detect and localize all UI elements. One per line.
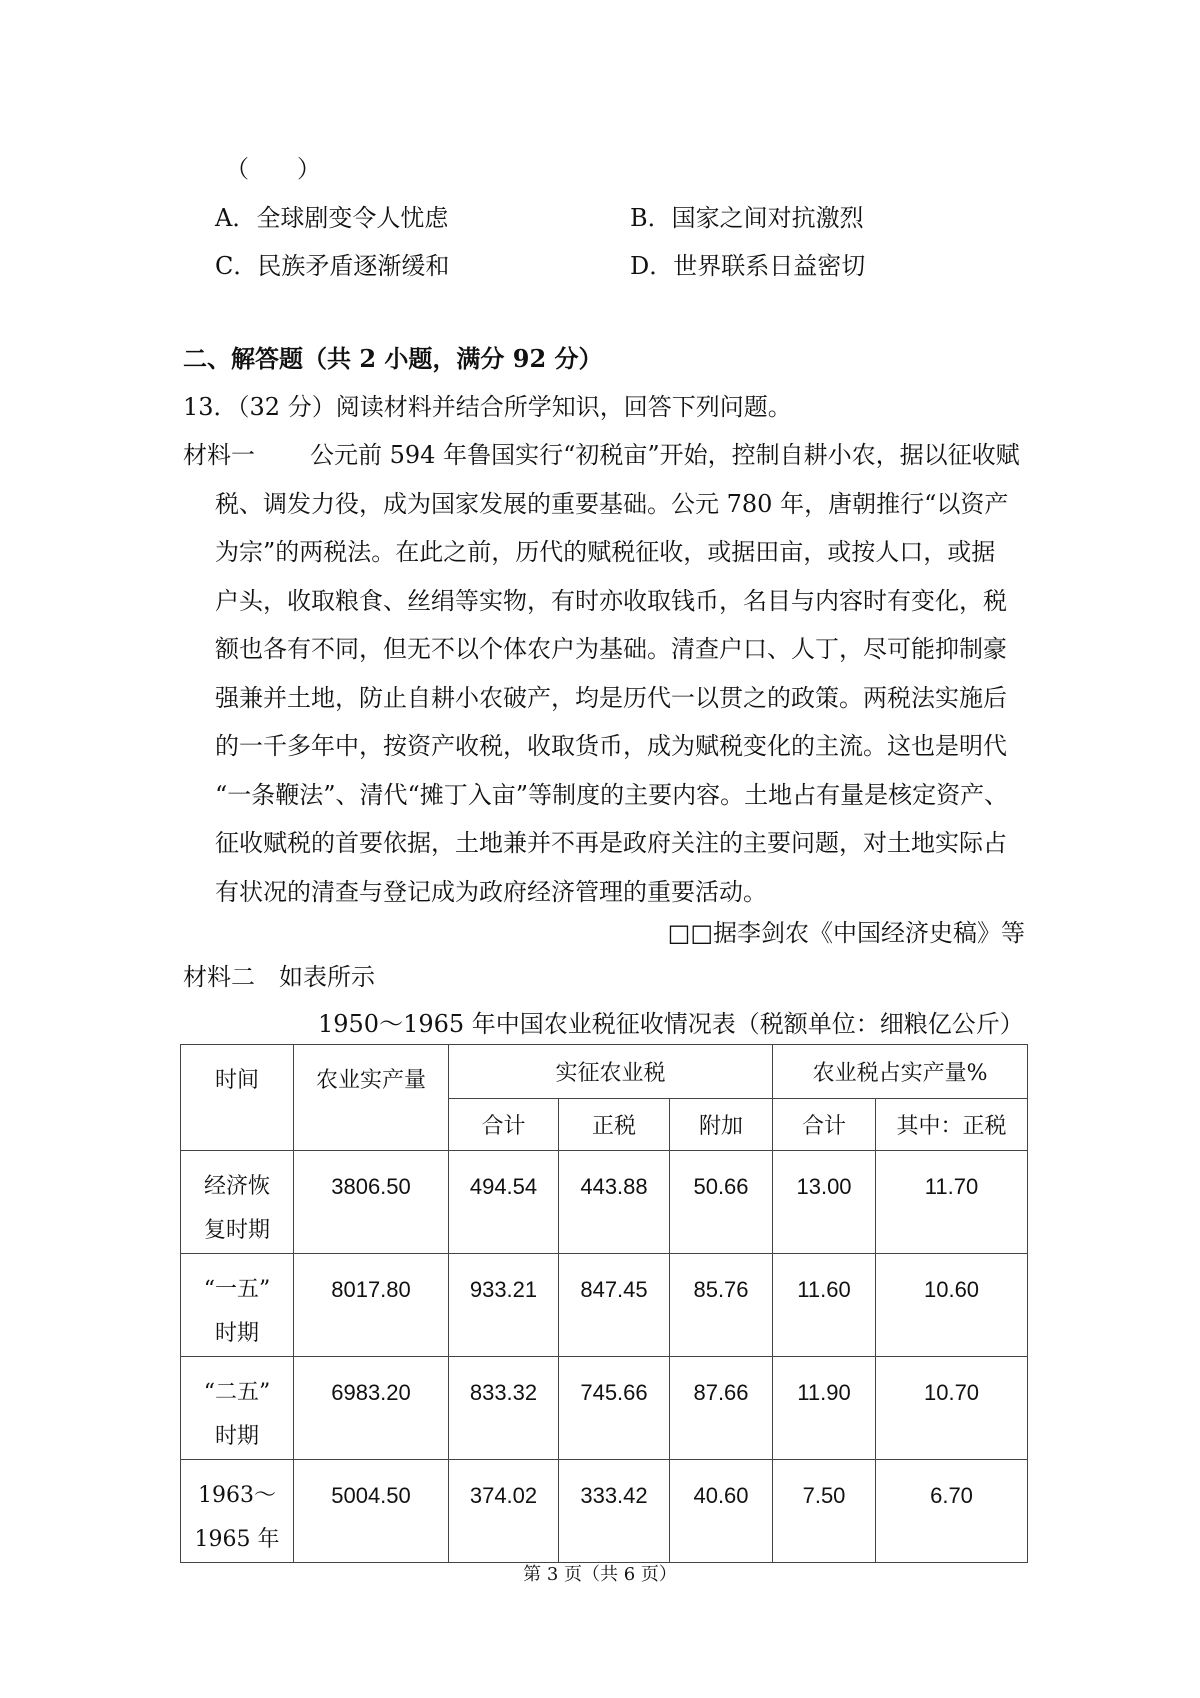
table-row — [181, 1357, 1028, 1460]
total-cell: 933.21 — [449, 1254, 559, 1357]
section-heading: 二、解答题（共 2 小题，满分 92 分） — [183, 344, 603, 373]
period-line: 1965 年 — [194, 1527, 280, 1552]
ratio-total-cell: 7.50 — [773, 1460, 876, 1563]
option-a: A．全球剧变令人忧虑 — [215, 204, 449, 232]
ratio-main-cell: 10.60 — [876, 1254, 1028, 1357]
ratio-main-cell: 10.70 — [876, 1357, 1028, 1460]
header-sub-ratio-main: 其中：正税 — [876, 1099, 1028, 1151]
material-one-line: 有状况的清查与登记成为政府经济管理的重要活动。 — [215, 877, 767, 906]
question-13: 13．（32 分）阅读材料并结合所学知识，回答下列问题。 — [183, 393, 792, 421]
output-cell: 6983.20 — [294, 1357, 449, 1460]
period-line: “二五” — [203, 1380, 271, 1405]
extra-cell: 87.66 — [670, 1357, 773, 1460]
period-line: “一五” — [203, 1277, 271, 1302]
table-title: 1950～1965 年中国农业税征收情况表（税额单位：细粮亿公斤） — [318, 1010, 1024, 1038]
ratio-total-cell: 11.60 — [773, 1254, 876, 1357]
material-one-line: 户头，收取粮食、丝绢等实物，有时亦收取钱币，名目与内容时有变化，税 — [215, 586, 1007, 615]
material-one-line: 强兼并土地，防止自耕小农破产，均是历代一以贯之的政策。两税法实施后 — [215, 683, 1007, 712]
material-one-line: 为宗”的两税法。在此之前，历代的赋税征收，或据田亩，或按人口，或据 — [215, 538, 996, 566]
main-cell: 745.66 — [559, 1357, 670, 1460]
period-cell — [181, 1460, 294, 1563]
page-footer: 第 3 页（共 6 页） — [523, 1564, 677, 1585]
ratio-total-cell: 13.00 — [773, 1151, 876, 1254]
material-two-label: 材料二 如表所示 — [183, 963, 375, 991]
table-row — [181, 1151, 1028, 1254]
ratio-total-cell: 11.90 — [773, 1357, 876, 1460]
header-time: 时间 — [181, 1045, 294, 1151]
table-row — [181, 1254, 1028, 1357]
material-one-line: “一条鞭法”、清代“摊丁入亩”等制度的主要内容。土地占有量是核定资产、 — [215, 780, 1009, 809]
extra-cell: 85.76 — [670, 1254, 773, 1357]
header-sub-ratio-total: 合计 — [773, 1099, 876, 1151]
total-cell: 374.02 — [449, 1460, 559, 1563]
material-one-text — [215, 431, 1027, 916]
extra-cell: 40.60 — [670, 1460, 773, 1563]
total-cell: 833.32 — [449, 1357, 559, 1460]
extra-cell: 50.66 — [670, 1151, 773, 1254]
option-d: D．世界联系日益密切 — [630, 252, 866, 280]
period-line: 时期 — [214, 1424, 259, 1449]
tax-table — [180, 1044, 1028, 1563]
output-cell: 3806.50 — [294, 1151, 449, 1254]
material-one-line: 征收赋税的首要依据，土地兼并不再是政府关注的主要问题，对土地实际占 — [215, 829, 1007, 857]
answer-paren: （ ） — [225, 155, 321, 183]
period-line: 1963～ — [198, 1483, 276, 1508]
option-c: C．民族矛盾逐渐缓和 — [215, 252, 450, 280]
material-one-source: □□据李剑农《中国经济史稿》等 — [667, 919, 1025, 947]
header-sub-extra: 附加 — [670, 1099, 773, 1151]
material-one-line: 税、调发力役，成为国家发展的重要基础。公元 780 年，唐朝推行“以资产 — [215, 489, 1009, 518]
header-collected: 实征农业税 — [449, 1045, 773, 1099]
ratio-main-cell: 6.70 — [876, 1460, 1028, 1563]
header-sub-main: 正税 — [559, 1099, 670, 1151]
main-cell: 333.42 — [559, 1460, 670, 1563]
material-one-label: 材料一 — [183, 441, 255, 469]
output-cell: 5004.50 — [294, 1460, 449, 1563]
header-ratio: 农业税占实产量% — [773, 1045, 1028, 1099]
period-cell — [181, 1254, 294, 1357]
main-cell: 847.45 — [559, 1254, 670, 1357]
material-one-line: 的一千多年中，按资产收税，收取货币，成为赋税变化的主流。这也是明代 — [215, 732, 1007, 760]
total-cell: 494.54 — [449, 1151, 559, 1254]
period-cell — [181, 1357, 294, 1460]
option-b: B．国家之间对抗激烈 — [630, 204, 864, 232]
period-line: 时期 — [214, 1321, 259, 1346]
output-cell: 8017.80 — [294, 1254, 449, 1357]
table-row — [181, 1460, 1028, 1563]
header-sub-total: 合计 — [449, 1099, 559, 1151]
period-line: 复时期 — [203, 1218, 270, 1243]
header-output: 农业实产量 — [294, 1045, 449, 1151]
period-line: 经济恢 — [203, 1174, 270, 1199]
ratio-main-cell: 11.70 — [876, 1151, 1028, 1254]
period-cell — [181, 1151, 294, 1254]
material-one-line: 额也各有不同，但无不以个体农户为基础。清查户口、人丁，尽可能抑制豪 — [215, 635, 1007, 663]
material-one-line: 公元前 594 年鲁国实行“初税亩”开始，控制自耕小农，据以征收赋 — [310, 441, 1020, 469]
main-cell: 443.88 — [559, 1151, 670, 1254]
